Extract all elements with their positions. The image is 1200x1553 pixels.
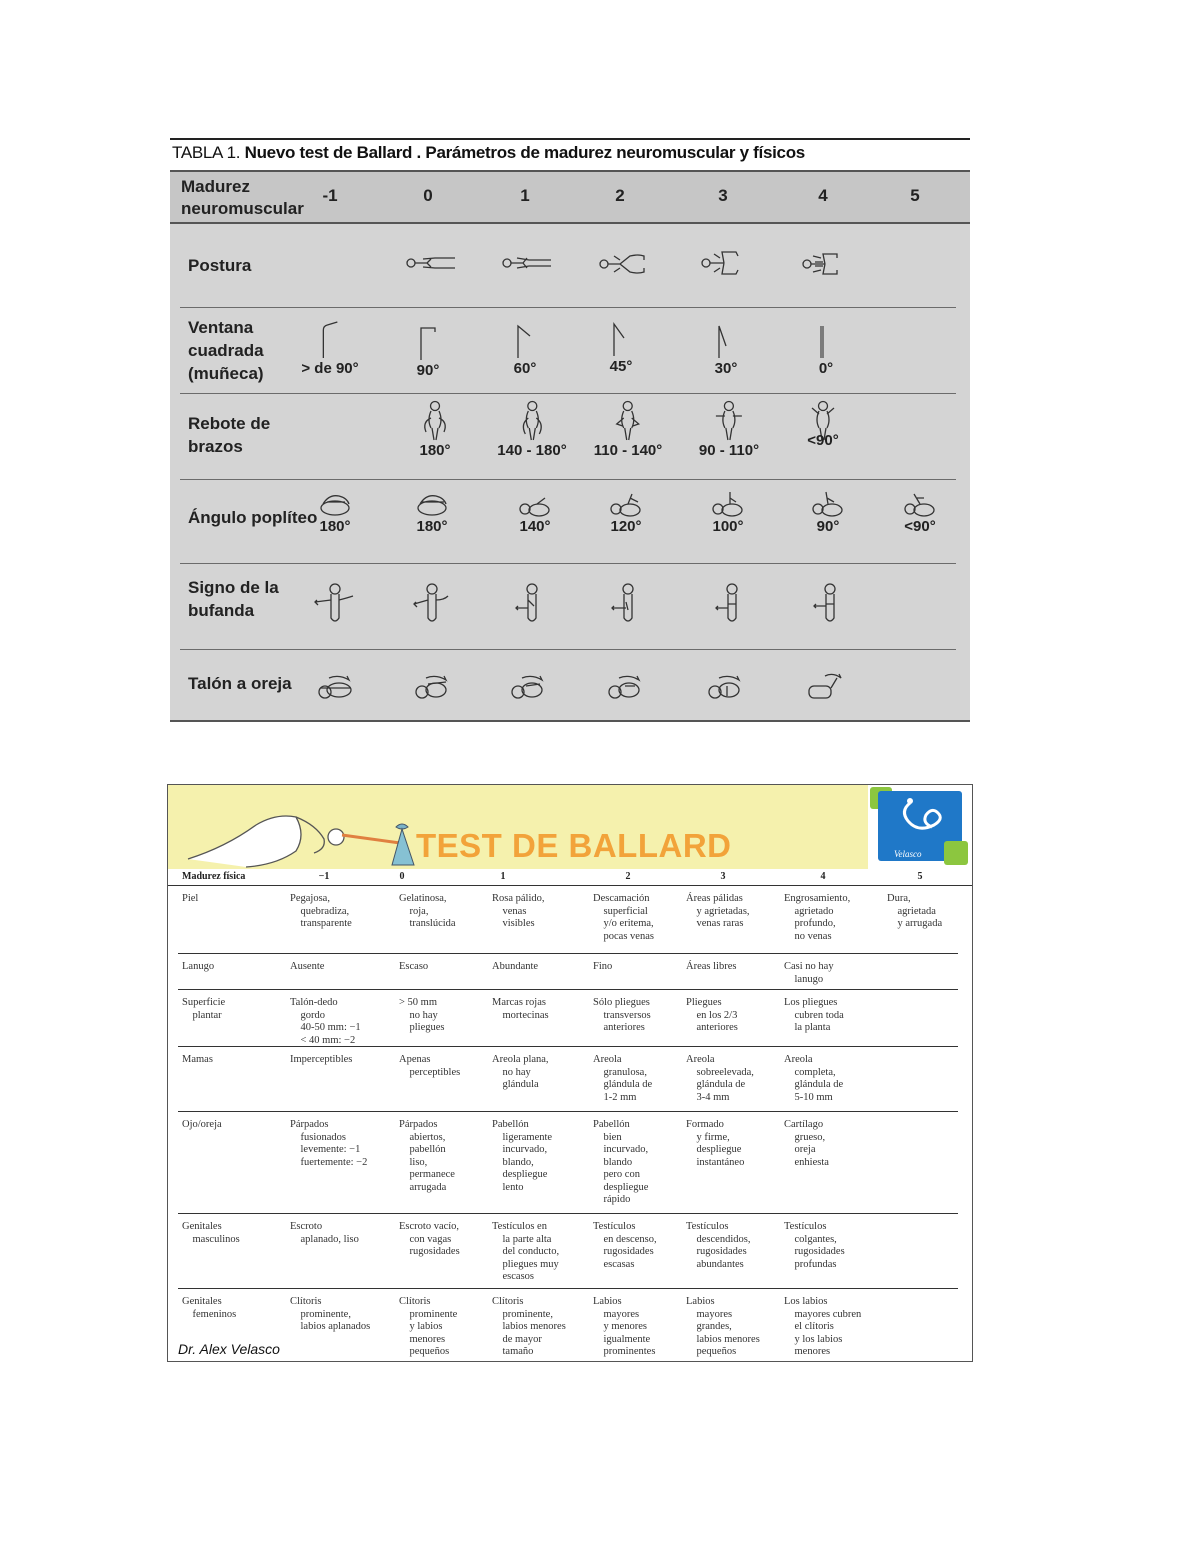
- table-row: [178, 991, 958, 1047]
- row-signo-bufanda: [170, 564, 970, 650]
- heel-to-ear-icon: [508, 672, 548, 702]
- heel-to-ear-icon: [605, 672, 645, 702]
- heel-to-ear-icon: [315, 672, 355, 702]
- arm-recoil-value: 110 - 140°: [593, 442, 663, 459]
- arm-recoil-icon: [497, 400, 566, 459]
- logo-text: Velasco: [894, 849, 922, 859]
- col-header: 4: [820, 871, 826, 882]
- table-cell: Ausente: [290, 961, 325, 972]
- table-header-row: [170, 172, 970, 224]
- header-label: [181, 176, 304, 220]
- posture-figure-icon: [598, 250, 652, 278]
- table-top-rule: [170, 138, 970, 140]
- table-cell: Clítoris prominente, labios aplanados: [290, 1296, 371, 1332]
- table-cell: Párpados abiertos, pabellón liso, permanece arrugada: [399, 1119, 455, 1193]
- popliteal-angle-value: 90°: [816, 518, 840, 535]
- table-cell: Escroto vacío, con vagas rugosidades: [399, 1221, 460, 1257]
- row-talon-oreja: [170, 650, 970, 722]
- table-row: [178, 1215, 958, 1289]
- row-label: Genitales femeninos: [182, 1296, 237, 1320]
- wrist-angle-value: 0°: [818, 360, 834, 377]
- score-header: 2: [615, 186, 625, 205]
- row-label: Lanugo: [182, 961, 215, 972]
- table-cell: Los labios mayores cubren el clítoris y los labios menores: [784, 1296, 862, 1357]
- row-label: Talón a oreja: [188, 674, 292, 693]
- ballard-neuromuscular-table: [170, 138, 970, 722]
- arm-recoil-icon: [699, 400, 759, 459]
- col-header: 2: [625, 871, 631, 882]
- wrist-angle-icon: [711, 320, 741, 377]
- wrist-angle-icon: [811, 320, 841, 377]
- table-cell: Areola sobreelevada, glándula de 3-4 mm: [686, 1054, 754, 1103]
- table-cell: > 50 mm no hay pliegues: [399, 997, 445, 1033]
- popliteal-angle-value: <90°: [904, 518, 936, 535]
- col-header: −1: [318, 871, 330, 882]
- table-cell: Clítoris prominente, labios menores de mayor tamaño: [492, 1296, 566, 1357]
- col-header: 3: [720, 871, 726, 882]
- neuromuscular-panel: [170, 170, 970, 722]
- row-label: Mamas: [182, 1054, 213, 1065]
- header-label-line2: neuromuscular: [181, 199, 304, 218]
- table-cell: Los pliegues cubren toda la planta: [784, 997, 844, 1033]
- wrist-angle-icon: [301, 320, 358, 377]
- popliteal-angle-icon: [808, 490, 848, 535]
- table-row: [178, 1113, 958, 1214]
- popliteal-angle-icon: [606, 490, 646, 535]
- posture-figure-icon: [801, 248, 849, 280]
- score-header: 4: [818, 186, 828, 205]
- row-label: Superficie plantar: [182, 997, 226, 1021]
- popliteal-angle-value: 140°: [519, 518, 551, 535]
- row-label: Postura: [188, 256, 252, 275]
- arm-recoil-value: 140 - 180°: [497, 442, 567, 459]
- table-cell: Sólo pliegues transversos anteriores: [593, 997, 651, 1033]
- popliteal-angle-icon: [412, 490, 452, 535]
- popliteal-angle-icon: [515, 490, 555, 535]
- ballard-banner: [168, 785, 868, 869]
- table-cell: Marcas rojas mortecinas: [492, 997, 549, 1021]
- scarf-sign-icon: [706, 582, 750, 628]
- score-header: 1: [520, 186, 530, 205]
- posture-figure-icon: [700, 246, 750, 280]
- col-header: 1: [500, 871, 506, 882]
- arm-recoil-icon: [594, 400, 663, 459]
- arm-recoil-value: 90 - 110°: [698, 442, 760, 459]
- velasco-logo: [868, 785, 972, 869]
- table-cell: Pegajosa, quebradiza, transparente: [290, 893, 352, 929]
- ballard-physical-table: [167, 784, 973, 1362]
- table-cell: Abundante: [492, 961, 539, 972]
- row-rebote-brazos: [170, 394, 970, 480]
- row-postura: [170, 224, 970, 308]
- row-angulo-popliteo: [170, 480, 970, 564]
- wrist-angle-value: > de 90°: [301, 360, 359, 377]
- banner-title: TEST DE BALLARD: [416, 827, 732, 864]
- scarf-sign-icon: [508, 582, 552, 628]
- col-header: 0: [399, 871, 405, 882]
- table-cell: Cartílago grueso, oreja enhiesta: [784, 1119, 829, 1168]
- row-label: Genitales masculinos: [182, 1221, 240, 1245]
- popliteal-angle-value: 180°: [319, 518, 351, 535]
- table-cell: Testículos en descenso, rugosidades escasas: [593, 1221, 657, 1270]
- wrist-angle-value: 45°: [609, 358, 633, 375]
- score-header: -1: [322, 186, 338, 205]
- row-ventana-cuadrada: [170, 308, 970, 394]
- wrist-angle-icon: [510, 320, 540, 377]
- row-label: Piel: [182, 893, 199, 904]
- wrist-angle-value: 90°: [416, 362, 440, 379]
- score-header: 3: [718, 186, 728, 205]
- table-row: [178, 1048, 958, 1112]
- score-header: 5: [910, 186, 920, 205]
- row-label: Ventana cuadrada (muñeca): [188, 318, 264, 383]
- popliteal-angle-icon: [708, 490, 748, 535]
- table-cell: Descamación superficial y/o eritema, pocas venas: [593, 893, 654, 942]
- table-cell: Áreas libres: [686, 961, 737, 972]
- table-cell: Imperceptibles: [290, 1054, 353, 1065]
- author-credit: Dr. Alex Velasco: [178, 1341, 280, 1357]
- table-cell: Clítoris prominente y labios menores pequeños: [399, 1296, 458, 1357]
- scarf-sign-icon: [804, 582, 848, 628]
- row-label: Ángulo poplíteo: [188, 508, 318, 527]
- table-cell: Gelatinosa, roja, translúcida: [399, 893, 456, 929]
- popliteal-angle-value: 100°: [712, 518, 744, 535]
- heel-to-ear-icon: [705, 672, 745, 702]
- table-cell: Engrosamiento, agrietado profundo, no venas: [784, 893, 851, 942]
- table-row: [178, 955, 958, 990]
- logo-accent-square: [944, 841, 968, 865]
- col-header: 5: [917, 871, 923, 882]
- wrist-angle-icon: [413, 322, 443, 379]
- popliteal-angle-icon: [900, 490, 940, 535]
- table-cell: Casi no hay lanugo: [784, 961, 834, 985]
- row-label: Signo de la bufanda: [188, 578, 279, 620]
- heel-to-ear-icon: [805, 672, 845, 702]
- table-cell: Pabellón bien incurvado, blando pero con despliegue rápido: [593, 1119, 649, 1205]
- table-row: [178, 887, 958, 954]
- table-cell: Testículos descendidos, rugosidades abundantes: [686, 1221, 751, 1270]
- scarf-sign-icon: [604, 582, 648, 628]
- table-cell: Apenas perceptibles: [399, 1054, 461, 1078]
- wrist-angle-value: 60°: [513, 360, 537, 377]
- table-cell: Párpados fusionados levemente: −1 fuertemente: −2: [290, 1119, 368, 1168]
- arm-recoil-value: 180°: [419, 442, 451, 459]
- table-cell: Formado y firme, despliegue instantáneo: [686, 1119, 745, 1168]
- wrist-angle-value: 30°: [714, 360, 738, 377]
- table-cell: Pabellón ligeramente incurvado, blando, despliegue lento: [492, 1119, 553, 1193]
- table-title-main: Nuevo test de Ballard . Parámetros de madurez neuromuscular y físicos: [244, 143, 805, 162]
- popliteal-angle-value: 180°: [416, 518, 448, 535]
- table-cell: Rosa pálido, venas visibles: [492, 893, 545, 929]
- header-label-line1: Madurez: [181, 177, 250, 196]
- arm-recoil-value: <90°: [807, 432, 839, 449]
- table-title: [172, 143, 805, 163]
- table-cell: Areola granulosa, glándula de 1-2 mm: [593, 1054, 653, 1103]
- table-cell: Fino: [593, 961, 613, 972]
- table-cell: Pliegues en los 2/3 anteriores: [686, 997, 738, 1033]
- table-cell: Dura, agrietada y arrugada: [887, 893, 943, 929]
- table-cell: Labios mayores y menores igualmente prominentes: [593, 1296, 656, 1357]
- table-title-prefix: TABLA 1.: [172, 143, 241, 162]
- table-cell: Areola completa, glándula de 5-10 mm: [784, 1054, 844, 1103]
- table-cell: Testículos colgantes, rugosidades profundas: [784, 1221, 845, 1270]
- col-header: Madurez física: [182, 871, 246, 882]
- posture-figure-icon: [501, 252, 555, 274]
- wrist-angle-icon: [606, 318, 636, 375]
- row-label: Ojo/oreja: [182, 1119, 222, 1130]
- heel-to-ear-icon: [412, 672, 452, 702]
- scarf-sign-icon: [410, 582, 454, 628]
- table-cell: Áreas pálidas y agrietadas, venas raras: [686, 893, 750, 929]
- table-cell: Labios mayores grandes, labios menores pequeños: [686, 1296, 760, 1357]
- posture-figure-icon: [405, 252, 459, 274]
- popliteal-angle-icon: [315, 490, 355, 535]
- arm-recoil-icon: [418, 400, 452, 459]
- physical-header-row: [168, 871, 972, 886]
- arm-recoil-icon: [806, 400, 840, 449]
- row-label: Rebote de brazos: [188, 414, 271, 456]
- table-cell: Areola plana, no hay glándula: [492, 1054, 549, 1090]
- score-header: 0: [423, 186, 433, 205]
- table-cell: Escaso: [399, 961, 429, 972]
- table-cell: Escroto aplanado, liso: [290, 1221, 359, 1245]
- baby-bundle-icon: [388, 821, 418, 867]
- table-cell: Testículos en la parte alta del conducto, pliegues muy escasos: [492, 1221, 560, 1282]
- table-cell: Talón-dedo gordo 40-50 mm: −1 < 40 mm: −2: [290, 997, 361, 1046]
- popliteal-angle-value: 120°: [610, 518, 642, 535]
- scarf-sign-icon: [313, 582, 357, 628]
- table-row: [178, 1290, 958, 1360]
